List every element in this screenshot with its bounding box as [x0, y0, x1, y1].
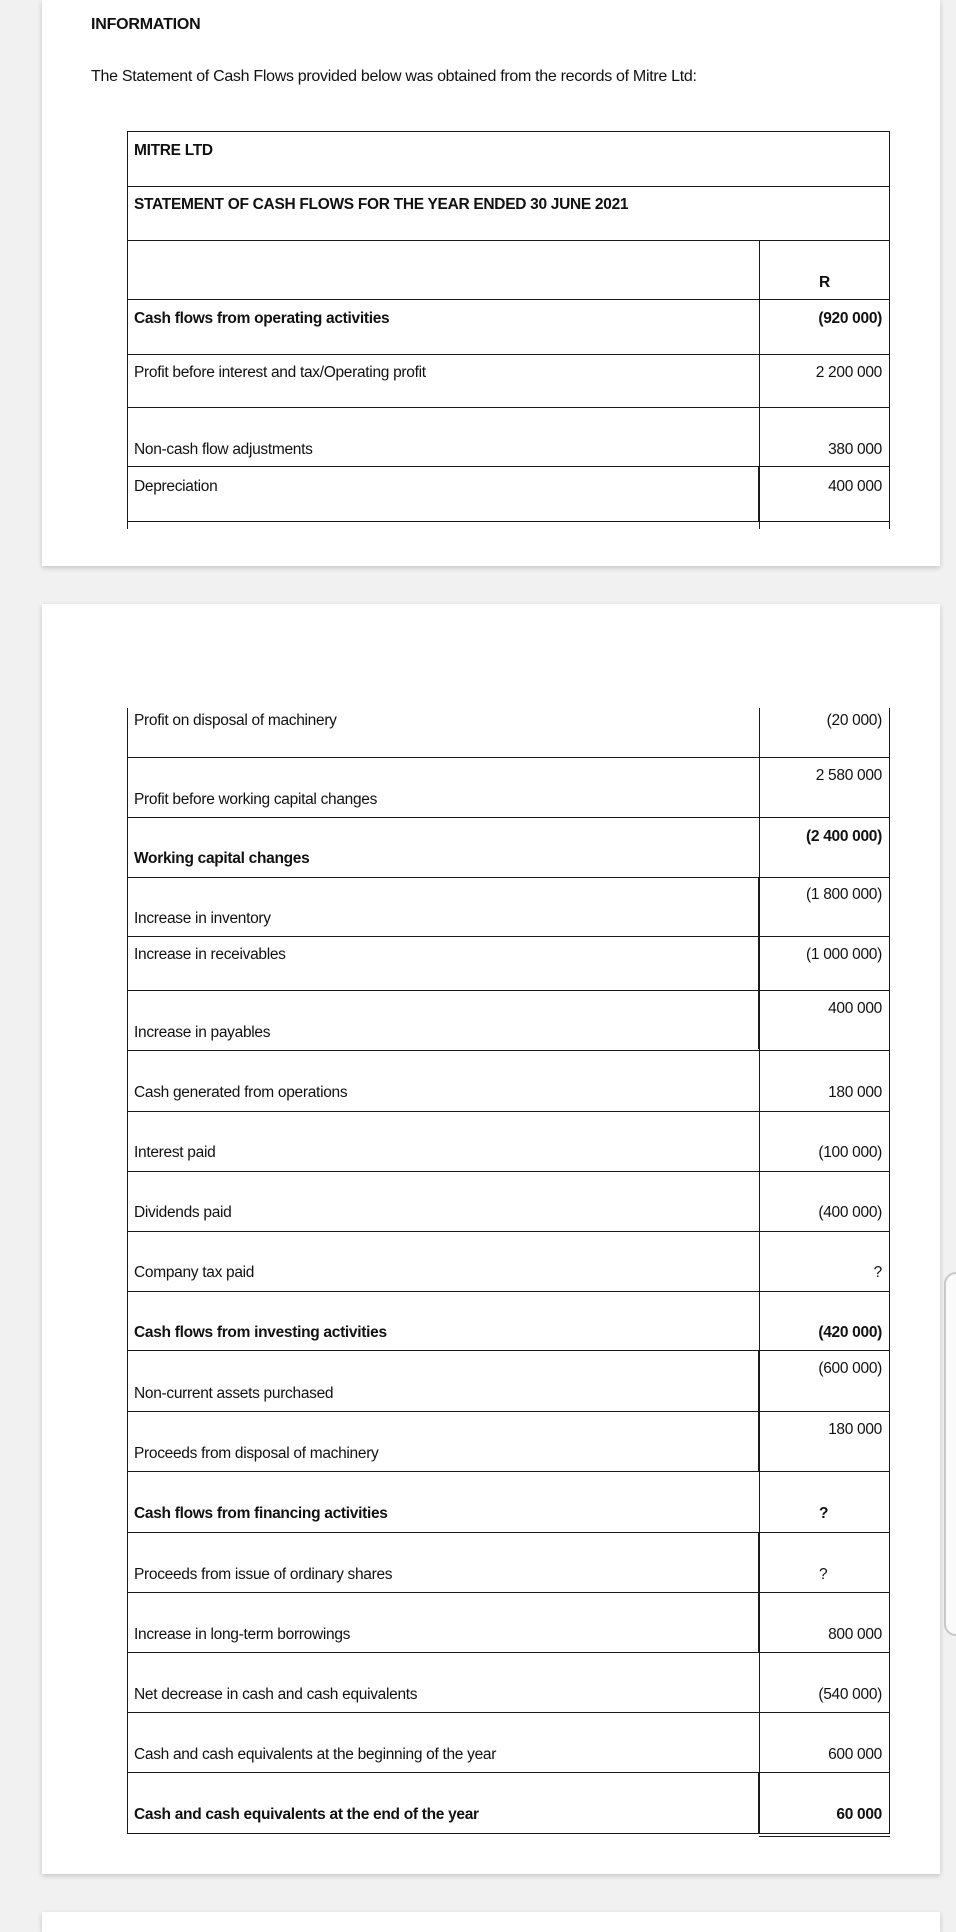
row-label: Cash and cash equivalents at the end of the year	[134, 1806, 479, 1823]
side-scroll-tab[interactable]	[944, 1272, 956, 1636]
row-amount: (600 000)	[818, 1360, 882, 1377]
document-heading: INFORMATION	[91, 16, 201, 33]
row-amount: 60 000	[836, 1806, 882, 1823]
row-label: Cash flows from operating activities	[134, 310, 390, 327]
row-amount: 800 000	[828, 1626, 882, 1643]
row-label: Proceeds from issue of ordinary shares	[134, 1566, 393, 1583]
row-label: Profit before interest and tax/Operating profit	[134, 364, 426, 381]
row-amount: 180 000	[828, 1084, 882, 1101]
row-amount: (1 800 000)	[806, 886, 882, 903]
row-amount: (400 000)	[818, 1204, 882, 1221]
row-amount: (2 400 000)	[806, 828, 882, 845]
row-label: Proceeds from disposal of machinery	[134, 1445, 379, 1462]
row-label: Increase in receivables	[134, 946, 286, 963]
statement-title: STATEMENT OF CASH FLOWS FOR THE YEAR ENDED 30 JUNE 2021	[134, 196, 629, 213]
row-label: Cash flows from investing activities	[134, 1324, 387, 1341]
row-label: Increase in payables	[134, 1024, 271, 1041]
row-label: Dividends paid	[134, 1204, 232, 1221]
row-amount: 2 580 000	[815, 767, 882, 784]
company-name: MITRE LTD	[134, 142, 213, 159]
row-amount: 2 200 000	[815, 364, 882, 381]
row-amount: ?	[873, 1264, 882, 1281]
row-label: Increase in inventory	[134, 910, 271, 927]
row-label: Company tax paid	[134, 1264, 255, 1281]
row-label: Depreciation	[134, 478, 218, 495]
row-amount: (1 000 000)	[806, 946, 882, 963]
document-page-3	[42, 1912, 940, 1932]
row-amount: 380 000	[828, 441, 882, 458]
row-amount: 400 000	[828, 1000, 882, 1017]
row-amount: ?	[819, 1566, 828, 1583]
row-label: Non-cash flow adjustments	[134, 441, 313, 458]
row-amount: (420 000)	[818, 1324, 882, 1341]
row-amount: 400 000	[828, 478, 882, 495]
row-label: Profit on disposal of machinery	[134, 712, 337, 729]
currency-header: R	[819, 274, 831, 291]
row-amount: ?	[819, 1505, 829, 1522]
row-label: Increase in long-term borrowings	[134, 1626, 351, 1643]
row-amount: (20 000)	[826, 712, 882, 729]
row-label: Cash flows from financing activities	[134, 1505, 388, 1522]
row-label: Working capital changes	[134, 850, 310, 867]
row-amount: 180 000	[828, 1421, 882, 1438]
row-label: Profit before working capital changes	[134, 791, 378, 808]
row-amount: (540 000)	[818, 1686, 882, 1703]
row-amount: 600 000	[828, 1746, 882, 1763]
row-label: Interest paid	[134, 1144, 216, 1161]
row-label: Cash generated from operations	[134, 1084, 348, 1101]
row-label: Non-current assets purchased	[134, 1385, 334, 1402]
row-amount: (100 000)	[818, 1144, 882, 1161]
row-amount: (920 000)	[818, 310, 882, 327]
row-label: Cash and cash equivalents at the beginning of the year	[134, 1746, 497, 1763]
row-label: Net decrease in cash and cash equivalents	[134, 1686, 418, 1703]
intro-text: The Statement of Cash Flows provided below was obtained from the records of Mitre Ltd:	[91, 68, 697, 85]
